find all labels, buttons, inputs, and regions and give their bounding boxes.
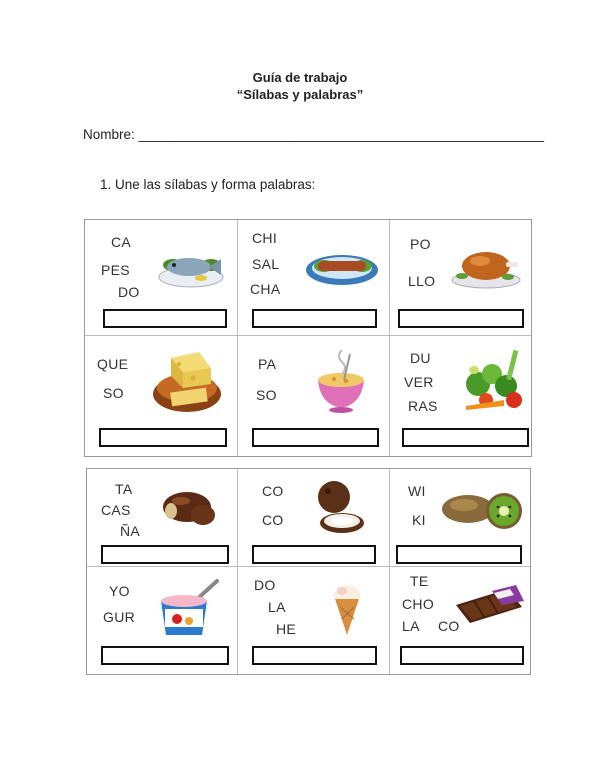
card-helado xyxy=(238,567,389,674)
fish-plate-icon xyxy=(157,247,225,289)
syllable: LA xyxy=(268,599,286,615)
answer-box[interactable] xyxy=(101,646,229,665)
syllable: YO xyxy=(109,583,130,599)
vegetables-icon xyxy=(458,344,528,418)
syllable: CO xyxy=(262,512,284,528)
syllable: GUR xyxy=(103,609,136,625)
card-verduras xyxy=(390,336,531,456)
answer-box[interactable] xyxy=(252,309,377,328)
worksheet-subtitle: “Sílabas y palabras” xyxy=(236,87,364,102)
answer-box[interactable] xyxy=(99,428,227,447)
coconut-icon xyxy=(304,479,374,539)
syllable: QUE xyxy=(97,356,129,372)
card-grid-1 xyxy=(84,219,532,457)
answer-box[interactable] xyxy=(103,309,227,328)
syllable: DU xyxy=(410,350,431,366)
instruction-text: 1. Une las sílabas y forma palabras: xyxy=(100,177,316,192)
syllable: CHI xyxy=(252,230,278,246)
syllable: HE xyxy=(276,621,297,637)
syllable: LLO xyxy=(408,273,436,289)
answer-box[interactable] xyxy=(252,545,376,564)
syllable: LA xyxy=(402,618,420,634)
sausage-plate-icon xyxy=(304,248,380,288)
soup-bowl-icon xyxy=(310,346,370,416)
syllable: DO xyxy=(118,284,140,300)
chestnut-icon xyxy=(161,487,219,529)
name-field-label[interactable]: Nombre: ______________________________________________________ xyxy=(83,127,544,142)
card-kiwi xyxy=(390,469,530,566)
syllable: TA xyxy=(115,481,133,497)
syllable: CA xyxy=(111,234,132,250)
card-yogur xyxy=(87,567,237,674)
card-queso xyxy=(85,336,237,456)
syllable: PO xyxy=(410,236,431,252)
syllable: PA xyxy=(258,356,277,372)
syllable: CO xyxy=(438,618,460,634)
answer-box[interactable] xyxy=(402,428,529,447)
answer-box[interactable] xyxy=(252,646,377,665)
syllable: CAS xyxy=(101,502,131,518)
syllable: PES xyxy=(101,262,130,278)
card-pescado xyxy=(85,220,237,335)
kiwi-icon xyxy=(440,483,526,533)
card-castana xyxy=(87,469,237,566)
syllable: SO xyxy=(256,387,277,403)
syllable: KI xyxy=(412,512,426,528)
yogurt-icon xyxy=(155,577,225,639)
worksheet-title: Guía de trabajo xyxy=(252,70,348,85)
syllable: ÑA xyxy=(120,523,141,539)
syllable: SO xyxy=(103,385,124,401)
card-sopa xyxy=(238,336,389,456)
ice-cream-icon xyxy=(330,579,364,639)
answer-box[interactable] xyxy=(396,545,522,564)
card-coco xyxy=(238,469,389,566)
syllable: DO xyxy=(254,577,276,593)
card-pollo xyxy=(390,220,531,335)
syllable: WI xyxy=(408,483,426,499)
answer-box[interactable] xyxy=(398,309,524,328)
syllable: TE xyxy=(410,573,429,589)
roast-chicken-icon xyxy=(450,246,524,290)
syllable: CHA xyxy=(250,281,281,297)
card-grid-2 xyxy=(86,468,531,675)
syllable: SAL xyxy=(252,256,280,272)
answer-box[interactable] xyxy=(252,428,379,447)
chocolate-bar-icon xyxy=(452,581,528,629)
syllable: CHO xyxy=(402,596,435,612)
card-chocolate xyxy=(390,567,530,674)
answer-box[interactable] xyxy=(101,545,229,564)
syllable: CO xyxy=(262,483,284,499)
answer-box[interactable] xyxy=(400,646,524,665)
card-salchicha xyxy=(238,220,389,335)
syllable: VER xyxy=(404,374,434,390)
syllable: RAS xyxy=(408,398,438,414)
cheese-icon xyxy=(149,348,225,416)
